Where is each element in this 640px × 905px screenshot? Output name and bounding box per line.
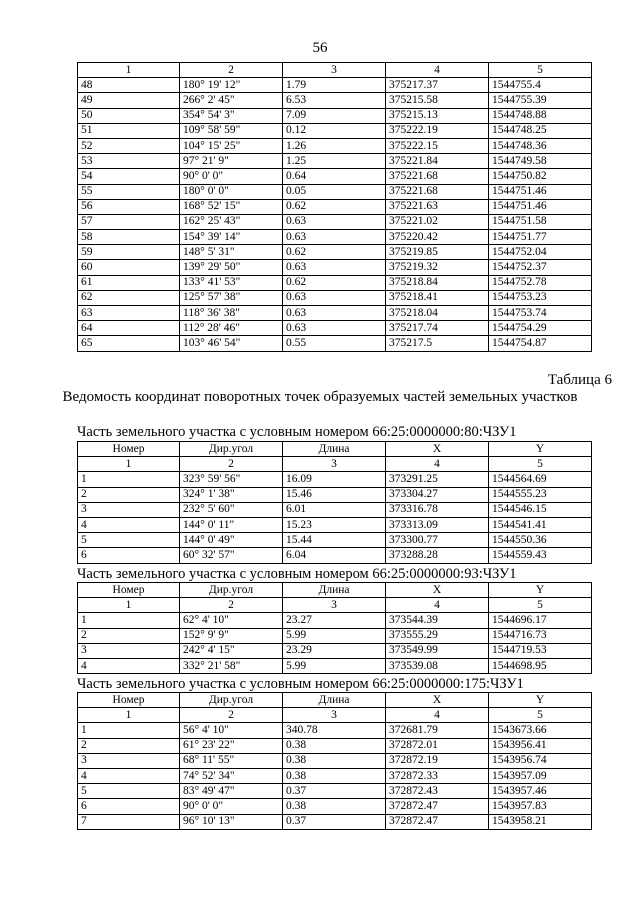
table-cell: 4 — [78, 517, 180, 532]
table-cell: 5 — [489, 457, 592, 472]
table-cell: 323° 59' 56" — [180, 472, 283, 487]
table-cell: 0.63 — [283, 214, 386, 229]
table-cell: 97° 21' 9" — [180, 154, 283, 169]
table-row — [78, 275, 592, 290]
table-cell: 0.38 — [283, 738, 386, 753]
table-row — [78, 753, 592, 768]
table-cell: 2 — [78, 628, 180, 643]
table-cell: 1544755.39 — [489, 93, 592, 108]
table-title: Ведомость координат поворотных точек образуемых частей земельных участков — [62, 389, 578, 405]
table-cell: 162° 25' 43" — [180, 214, 283, 229]
table-cell: Y — [489, 583, 592, 598]
table-cell: 1544719.53 — [489, 643, 592, 658]
table-cell: 1 — [78, 613, 180, 628]
table-cell: 2 — [78, 487, 180, 502]
table-cell: Y — [489, 442, 592, 457]
table-row — [78, 214, 592, 229]
table-cell: 242° 4' 15" — [180, 643, 283, 658]
table-cell: 375221.02 — [386, 214, 489, 229]
table-cell: 1544751.46 — [489, 184, 592, 199]
table-cell: 112° 28' 46" — [180, 321, 283, 336]
table-cell: 16.09 — [283, 472, 386, 487]
table-cell: 15.23 — [283, 517, 386, 532]
table-cell: 144° 0' 11" — [180, 517, 283, 532]
table-cell: 118° 36' 38" — [180, 306, 283, 321]
table-row — [78, 336, 592, 351]
table-cell: 375221.68 — [386, 169, 489, 184]
table-number-row — [78, 457, 592, 472]
table-cell: 1544748.36 — [489, 138, 592, 153]
table-cell: 148° 5' 31" — [180, 245, 283, 260]
table-cell: 375217.74 — [386, 321, 489, 336]
table-cell: 152° 9' 9" — [180, 628, 283, 643]
table-row — [78, 799, 592, 814]
table-cell: 154° 39' 14" — [180, 230, 283, 245]
table-row — [78, 502, 592, 517]
table-cell: 1544753.74 — [489, 306, 592, 321]
table-cell: 3 — [283, 63, 386, 78]
table-cell: X — [386, 693, 489, 708]
table-cell: 1.26 — [283, 138, 386, 153]
table-cell: 1544749.58 — [489, 154, 592, 169]
table-cell: 1544550.36 — [489, 533, 592, 548]
table-cell: 51 — [78, 123, 180, 138]
table-row — [78, 290, 592, 305]
table-cell: 1544751.58 — [489, 214, 592, 229]
table-label: Таблица 6 — [547, 372, 612, 388]
table-cell: 58 — [78, 230, 180, 245]
table-cell: 2 — [78, 738, 180, 753]
table-cell: 1544750.82 — [489, 169, 592, 184]
table-cell: 96° 10' 13" — [180, 814, 283, 829]
table-cell: 372872.19 — [386, 753, 489, 768]
table-cell: 48 — [78, 78, 180, 93]
table-cell: Дир.угол — [180, 693, 283, 708]
table-cell: 1543957.83 — [489, 799, 592, 814]
table-cell: 4 — [78, 658, 180, 673]
table-cell: 1544752.37 — [489, 260, 592, 275]
table-cell: 375222.19 — [386, 123, 489, 138]
table-cell: 3 — [78, 643, 180, 658]
table-cell: 0.05 — [283, 184, 386, 199]
table-cell: 0.62 — [283, 199, 386, 214]
table-cell: 139° 29' 50" — [180, 260, 283, 275]
table-cell: 109° 58' 59" — [180, 123, 283, 138]
table-cell: 373539.08 — [386, 658, 489, 673]
table-cell: 354° 54' 3" — [180, 108, 283, 123]
table-row — [78, 93, 592, 108]
table-cell: 3 — [78, 502, 180, 517]
table-cell: 375218.84 — [386, 275, 489, 290]
table-cell: 5 — [489, 598, 592, 613]
table-cell: 0.38 — [283, 753, 386, 768]
table-cell: 1543958.21 — [489, 814, 592, 829]
table-cell: 61° 23' 22" — [180, 738, 283, 753]
table-cell: 0.62 — [283, 275, 386, 290]
table-cell: 1543957.46 — [489, 784, 592, 799]
table-row — [78, 738, 592, 753]
table-cell: 65 — [78, 336, 180, 351]
table-cell: 1543956.41 — [489, 738, 592, 753]
table-cell: 1543956.74 — [489, 753, 592, 768]
continuation-table — [77, 62, 592, 352]
table-cell: 168° 52' 15" — [180, 199, 283, 214]
table-row — [78, 78, 592, 93]
table-cell: 1544698.95 — [489, 658, 592, 673]
table-cell: 1544751.46 — [489, 199, 592, 214]
table-cell: 1544716.73 — [489, 628, 592, 643]
table-cell: X — [386, 442, 489, 457]
table-cell: Дир.угол — [180, 583, 283, 598]
table-cell: 375221.68 — [386, 184, 489, 199]
table-cell: 375218.04 — [386, 306, 489, 321]
table-cell: 0.64 — [283, 169, 386, 184]
table-cell: 1 — [78, 708, 180, 723]
table-row — [78, 814, 592, 829]
table-cell: 103° 46' 54" — [180, 336, 283, 351]
table-cell: 373316.78 — [386, 502, 489, 517]
table-row — [78, 487, 592, 502]
table-row — [78, 472, 592, 487]
table-cell: 375221.84 — [386, 154, 489, 169]
table-cell: 372872.43 — [386, 784, 489, 799]
table-cell: 7.09 — [283, 108, 386, 123]
table-cell: 373549.99 — [386, 643, 489, 658]
table-cell: 4 — [386, 598, 489, 613]
table-cell: 332° 21' 58" — [180, 658, 283, 673]
table-cell: 375219.32 — [386, 260, 489, 275]
table-row — [78, 230, 592, 245]
table-cell: 55 — [78, 184, 180, 199]
table-cell: 373313.09 — [386, 517, 489, 532]
table-row — [78, 533, 592, 548]
table-cell: 50 — [78, 108, 180, 123]
table-cell: 1.79 — [283, 78, 386, 93]
table-row — [78, 108, 592, 123]
table-row — [78, 517, 592, 532]
table-row — [78, 613, 592, 628]
table-cell: 232° 5' 60" — [180, 502, 283, 517]
table-cell: 0.38 — [283, 799, 386, 814]
table-cell: 1544546.15 — [489, 502, 592, 517]
table-cell: 1 — [78, 472, 180, 487]
table-cell: 6 — [78, 799, 180, 814]
table-cell: 15.44 — [283, 533, 386, 548]
table-row — [78, 138, 592, 153]
table-cell: 373291.25 — [386, 472, 489, 487]
table-cell: 375218.41 — [386, 290, 489, 305]
table-cell: 59 — [78, 245, 180, 260]
table-cell: 23.29 — [283, 643, 386, 658]
table-cell: 6 — [78, 548, 180, 563]
table-cell: 6.01 — [283, 502, 386, 517]
section-heading: Часть земельного участка с условным номером 66:25:0000000:80:ЧЗУ1 — [77, 424, 517, 440]
table-cell: 90° 0' 0" — [180, 799, 283, 814]
table-row — [78, 548, 592, 563]
table-row — [78, 784, 592, 799]
table-cell: 5 — [78, 533, 180, 548]
table-cell: 375215.13 — [386, 108, 489, 123]
table-cell: 1543957.09 — [489, 768, 592, 783]
table-number-row — [78, 708, 592, 723]
table-cell: 1544748.25 — [489, 123, 592, 138]
table-cell: 1 — [78, 723, 180, 738]
table-cell: 23.27 — [283, 613, 386, 628]
table-cell: 0.38 — [283, 768, 386, 783]
table-cell: 1544754.29 — [489, 321, 592, 336]
table-cell: 3 — [283, 708, 386, 723]
table-header-row — [78, 583, 592, 598]
table-row — [78, 123, 592, 138]
table-cell: 52 — [78, 138, 180, 153]
table-cell: 1544753.23 — [489, 290, 592, 305]
table-cell: 2 — [180, 63, 283, 78]
table-cell: Номер — [78, 442, 180, 457]
table-row — [78, 321, 592, 336]
table-row — [78, 245, 592, 260]
table-cell: 375222.15 — [386, 138, 489, 153]
table-cell: 0.37 — [283, 784, 386, 799]
table-cell: Y — [489, 693, 592, 708]
table-cell: 1544555.23 — [489, 487, 592, 502]
table-cell: 0.37 — [283, 814, 386, 829]
table-cell: 6.53 — [283, 93, 386, 108]
table-cell: 372872.47 — [386, 799, 489, 814]
table-cell: 375221.63 — [386, 199, 489, 214]
table-cell: 4 — [386, 457, 489, 472]
table-cell: 4 — [386, 708, 489, 723]
table-cell: Дир.угол — [180, 442, 283, 457]
table-cell: 1544696.17 — [489, 613, 592, 628]
table-cell: 144° 0' 49" — [180, 533, 283, 548]
table-row — [78, 184, 592, 199]
table-row — [78, 169, 592, 184]
section-heading: Часть земельного участка с условным номером 66:25:0000000:175:ЧЗУ1 — [77, 676, 524, 692]
table-cell: 0.63 — [283, 306, 386, 321]
table-cell: 1 — [78, 63, 180, 78]
table-cell: 60° 32' 57" — [180, 548, 283, 563]
table-cell: 2 — [180, 457, 283, 472]
table-cell: 1544564.69 — [489, 472, 592, 487]
table-cell: 5.99 — [283, 658, 386, 673]
table-number-row — [78, 598, 592, 613]
table-cell: 74° 52' 34" — [180, 768, 283, 783]
table-cell: 373288.28 — [386, 548, 489, 563]
table-cell: 0.63 — [283, 230, 386, 245]
table-cell: 4 — [78, 768, 180, 783]
table-cell: Длина — [283, 693, 386, 708]
table-cell: 373300.77 — [386, 533, 489, 548]
table-cell: 3 — [78, 753, 180, 768]
table-cell: 15.46 — [283, 487, 386, 502]
table-cell: 375220.42 — [386, 230, 489, 245]
table-cell: Номер — [78, 693, 180, 708]
page-number: 56 — [312, 40, 328, 56]
table-cell: 64 — [78, 321, 180, 336]
table-cell: 1544754.87 — [489, 336, 592, 351]
table-cell: 324° 1' 38" — [180, 487, 283, 502]
table-cell: 57 — [78, 214, 180, 229]
table-cell: 266° 2' 45" — [180, 93, 283, 108]
table-header-row — [78, 63, 592, 78]
table-row — [78, 199, 592, 214]
table-header-row — [78, 693, 592, 708]
table-cell: 56° 4' 10" — [180, 723, 283, 738]
table-row — [78, 768, 592, 783]
table-cell: 133° 41' 53" — [180, 275, 283, 290]
table-cell: 373304.27 — [386, 487, 489, 502]
table-cell: 54 — [78, 169, 180, 184]
table-cell: 1.25 — [283, 154, 386, 169]
table-cell: 63 — [78, 306, 180, 321]
table-cell: 375215.58 — [386, 93, 489, 108]
table-row — [78, 154, 592, 169]
table-row — [78, 306, 592, 321]
table-cell: 7 — [78, 814, 180, 829]
table-row — [78, 658, 592, 673]
table-cell: 49 — [78, 93, 180, 108]
table-cell: 5 — [489, 63, 592, 78]
coordinates-table — [77, 441, 592, 564]
table-cell: 0.63 — [283, 290, 386, 305]
table-cell: 104° 15' 25" — [180, 138, 283, 153]
table-cell: 5 — [489, 708, 592, 723]
table-row — [78, 723, 592, 738]
table-cell: 3 — [283, 598, 386, 613]
table-cell: 4 — [386, 63, 489, 78]
table-cell: X — [386, 583, 489, 598]
table-cell: 83° 49' 47" — [180, 784, 283, 799]
table-cell: 1 — [78, 457, 180, 472]
table-cell: 53 — [78, 154, 180, 169]
table-cell: 60 — [78, 260, 180, 275]
table-cell: 180° 0' 0" — [180, 184, 283, 199]
table-cell: 373544.39 — [386, 613, 489, 628]
table-cell: 372872.33 — [386, 768, 489, 783]
table-cell: 1544541.41 — [489, 517, 592, 532]
table-cell: 375217.37 — [386, 78, 489, 93]
table-cell: 1543673.66 — [489, 723, 592, 738]
table-header-row — [78, 442, 592, 457]
table-cell: 2 — [180, 708, 283, 723]
table-cell: 372681.79 — [386, 723, 489, 738]
table-cell: 68° 11' 55" — [180, 753, 283, 768]
table-cell: 373555.29 — [386, 628, 489, 643]
table-cell: 3 — [283, 457, 386, 472]
table-cell: 1544752.78 — [489, 275, 592, 290]
table-row — [78, 628, 592, 643]
table-cell: 62 — [78, 290, 180, 305]
table-cell: 180° 19' 12" — [180, 78, 283, 93]
table-cell: 5.99 — [283, 628, 386, 643]
table-cell: 372872.47 — [386, 814, 489, 829]
table-cell: 90° 0' 0" — [180, 169, 283, 184]
coordinates-table — [77, 692, 592, 830]
table-cell: Длина — [283, 442, 386, 457]
table-cell: 0.12 — [283, 123, 386, 138]
table-cell: 375217.5 — [386, 336, 489, 351]
table-cell: 0.63 — [283, 260, 386, 275]
table-cell: 61 — [78, 275, 180, 290]
table-cell: 2 — [180, 598, 283, 613]
table-cell: 1544748.88 — [489, 108, 592, 123]
table-cell: 1544751.77 — [489, 230, 592, 245]
table-cell: 1544755.4 — [489, 78, 592, 93]
table-cell: 1 — [78, 598, 180, 613]
table-cell: 1544559.43 — [489, 548, 592, 563]
table-cell: 5 — [78, 784, 180, 799]
table-cell: 1544752.04 — [489, 245, 592, 260]
table-cell: 372872.01 — [386, 738, 489, 753]
table-cell: 6.04 — [283, 548, 386, 563]
table-row — [78, 260, 592, 275]
table-cell: 0.63 — [283, 321, 386, 336]
table-cell: 125° 57' 38" — [180, 290, 283, 305]
table-cell: 0.55 — [283, 336, 386, 351]
table-cell: 56 — [78, 199, 180, 214]
coordinates-table — [77, 582, 592, 674]
section-heading: Часть земельного участка с условным номером 66:25:0000000:93:ЧЗУ1 — [77, 566, 517, 582]
table-cell: 375219.85 — [386, 245, 489, 260]
table-cell: Номер — [78, 583, 180, 598]
table-cell: 62° 4' 10" — [180, 613, 283, 628]
table-cell: 340.78 — [283, 723, 386, 738]
table-cell: Длина — [283, 583, 386, 598]
table-row — [78, 643, 592, 658]
table-cell: 0.62 — [283, 245, 386, 260]
